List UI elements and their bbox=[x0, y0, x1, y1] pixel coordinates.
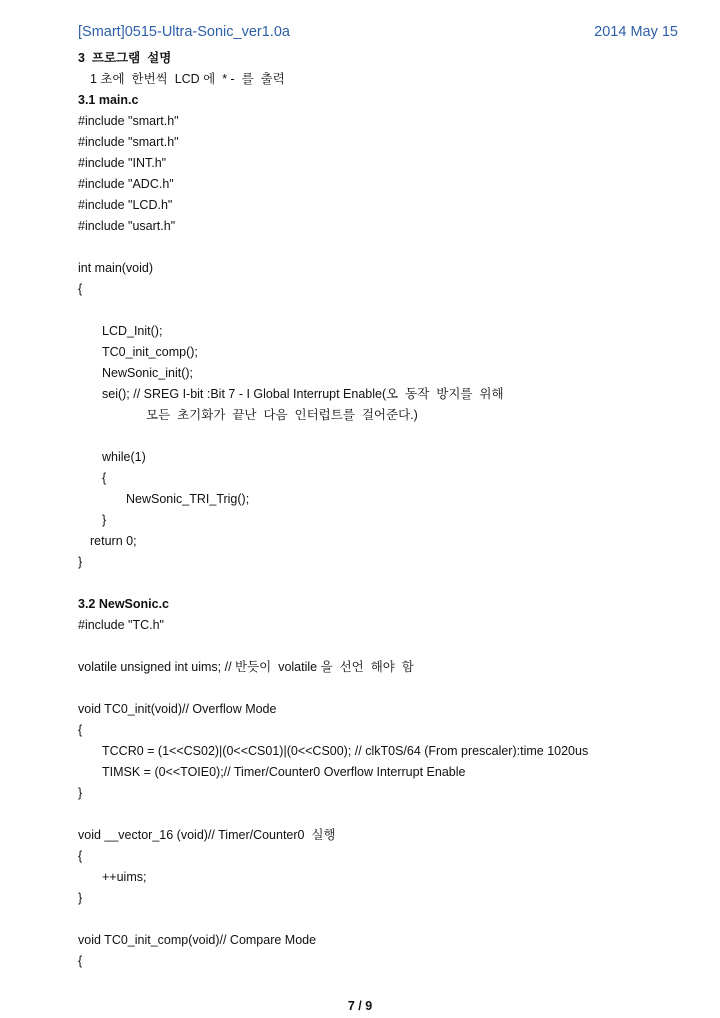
text-line: NewSonic_init(); bbox=[102, 366, 194, 380]
blank-line bbox=[78, 237, 698, 258]
section-heading: 3 프로그램 설명 bbox=[78, 51, 172, 65]
text-line: #include "smart.h" bbox=[78, 135, 179, 149]
text-line: void __vector_16 (void)// Timer/Counter0 실행 bbox=[78, 828, 336, 842]
text-line: #include "TC.h" bbox=[78, 618, 164, 632]
text-line: 1 초에 한번씩 LCD 에 * - 를 출력 bbox=[90, 72, 285, 86]
text-line: } bbox=[78, 786, 83, 800]
text-line: { bbox=[78, 954, 83, 968]
blank-line bbox=[78, 636, 698, 657]
text-line: void TC0_init(void)// Overflow Mode bbox=[78, 702, 277, 716]
text-line: { bbox=[78, 849, 83, 863]
blank-line bbox=[78, 804, 698, 825]
text-line: #include "LCD.h" bbox=[78, 198, 173, 212]
page-number: 7 / 9 bbox=[347, 999, 373, 1013]
text-line: volatile unsigned int uims; // 반듯이 volatile 을 선언 해야 함 bbox=[78, 660, 414, 674]
blank-line bbox=[78, 300, 698, 321]
document-date: 2014 May 15 bbox=[594, 24, 678, 40]
text-line: sei(); // SREG I-bit :Bit 7 - I Global Interrupt Enable(오 동작 방지를 위해 bbox=[102, 387, 504, 401]
text-line: } bbox=[78, 891, 83, 905]
text-line: int main(void) bbox=[78, 261, 154, 275]
blank-line bbox=[78, 909, 698, 930]
document-title: [Smart]0515-Ultra-Sonic_ver1.0a bbox=[78, 24, 290, 40]
text-line: #include "usart.h" bbox=[78, 219, 176, 233]
page-header bbox=[78, 24, 678, 44]
text-line: TCCR0 = (1<<CS02)|(0<<CS01)|(0<<CS00); // clkT0S/64 (From prescaler):time 1020us bbox=[102, 744, 589, 758]
text-line: #include "smart.h" bbox=[78, 114, 179, 128]
text-line: #include "ADC.h" bbox=[78, 177, 174, 191]
document-body bbox=[78, 48, 698, 972]
text-line: { bbox=[78, 282, 83, 296]
text-line: } bbox=[78, 555, 83, 569]
section-heading: 3.1 main.c bbox=[78, 93, 139, 107]
text-line: { bbox=[102, 471, 107, 485]
text-line: { bbox=[78, 723, 83, 737]
text-line: return 0; bbox=[90, 534, 137, 548]
text-line: } bbox=[102, 513, 107, 527]
text-line: 모든 초기화가 끝난 다음 인터럽트를 걸어준다.) bbox=[146, 408, 418, 422]
blank-line bbox=[78, 573, 698, 594]
blank-line bbox=[78, 678, 698, 699]
text-line: TIMSK = (0<<TOIE0);// Timer/Counter0 Overflow Interrupt Enable bbox=[102, 765, 466, 779]
section-heading: 3.2 NewSonic.c bbox=[78, 597, 170, 611]
text-line: LCD_Init(); bbox=[102, 324, 163, 338]
text-line: NewSonic_TRI_Trig(); bbox=[126, 492, 250, 506]
text-line: while(1) bbox=[102, 450, 146, 464]
text-line: void TC0_init_comp(void)// Compare Mode bbox=[78, 933, 317, 947]
text-line: ++uims; bbox=[102, 870, 147, 884]
blank-line bbox=[78, 426, 698, 447]
text-line: TC0_init_comp(); bbox=[102, 345, 198, 359]
text-line: #include "INT.h" bbox=[78, 156, 167, 170]
